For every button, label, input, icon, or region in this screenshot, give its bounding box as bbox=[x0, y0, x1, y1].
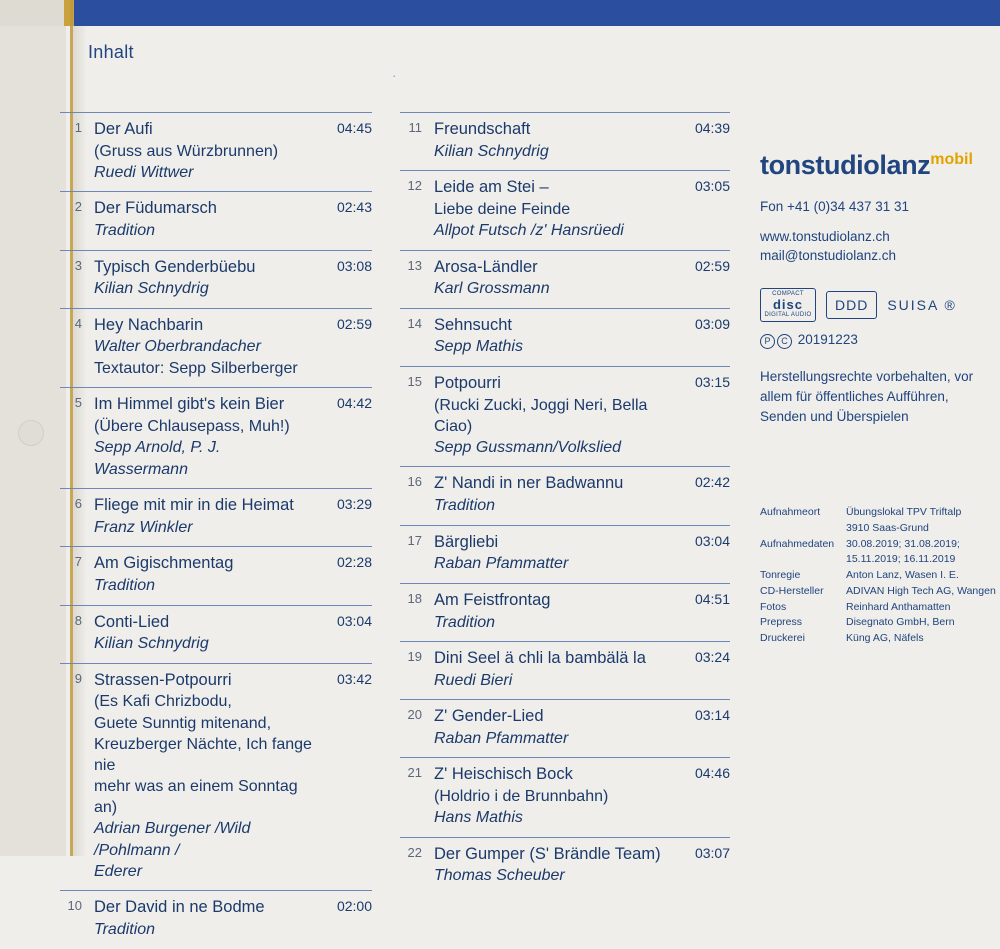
studio-email[interactable]: mail@tonstudiolanz.ch bbox=[760, 248, 897, 264]
credit-value bbox=[846, 631, 1000, 647]
track-title: Typisch Genderbüebu bbox=[94, 257, 256, 276]
suisa-badge: SUISA ® bbox=[887, 296, 957, 313]
track-body bbox=[434, 532, 730, 575]
track-number: 3 bbox=[74, 257, 82, 273]
track-composer: Karl Grossmann bbox=[434, 280, 550, 298]
track-duration: 03:04 bbox=[336, 612, 372, 629]
track-title: Potpourri bbox=[434, 373, 501, 392]
track-composer: Ruedi Wittwer bbox=[94, 163, 194, 181]
track-title: Bärgliebi bbox=[434, 532, 499, 551]
track-title: Z' Nandi in ner Badwannu bbox=[434, 474, 624, 493]
track-item bbox=[400, 525, 730, 583]
track-body bbox=[434, 648, 730, 691]
track-title: Fliege mit mir in die Heimat bbox=[94, 496, 294, 515]
track-number: 22 bbox=[407, 844, 422, 860]
track-body bbox=[434, 844, 730, 887]
track-subtitle: (Gruss aus Würzbrunnen) bbox=[94, 142, 279, 160]
track-item bbox=[60, 663, 372, 891]
track-body bbox=[94, 394, 372, 480]
track-title: Sehnsucht bbox=[434, 315, 512, 334]
track-number: 14 bbox=[407, 315, 422, 331]
copyright-year: 20191223 bbox=[797, 331, 858, 347]
track-body bbox=[94, 897, 372, 940]
track-duration: 02:00 bbox=[336, 898, 372, 915]
track-composer: Sepp Mathis bbox=[434, 338, 523, 356]
track-composer: Tradition bbox=[94, 921, 156, 939]
track-title: Dini Seel ä chli la bambälä la bbox=[434, 648, 646, 667]
studio-contact bbox=[760, 197, 992, 266]
track-duration: 02:43 bbox=[336, 199, 372, 216]
track-item bbox=[60, 112, 372, 191]
credit-value-line: 3910 Saas-Grund bbox=[846, 521, 929, 534]
credit-value bbox=[846, 537, 1000, 569]
credit-value bbox=[846, 568, 1000, 584]
track-subtitle: mehr was an einem Sonntag an) bbox=[94, 777, 298, 817]
track-number: 12 bbox=[407, 178, 422, 194]
compact-disc-icon bbox=[760, 288, 816, 322]
track-duration: 02:28 bbox=[336, 554, 372, 571]
phonogram-icon: P bbox=[760, 334, 775, 349]
track-number: 18 bbox=[407, 590, 422, 606]
track-item bbox=[60, 890, 372, 948]
track-number: 13 bbox=[407, 257, 422, 273]
credit-value-line: ADIVAN High Tech AG, Wangen bbox=[846, 584, 996, 597]
track-composer: Tradition bbox=[94, 577, 156, 595]
track-number: 6 bbox=[74, 496, 82, 512]
track-body bbox=[94, 257, 372, 300]
credit-value-line: Reinhard Anthamatten bbox=[846, 600, 951, 613]
track-item bbox=[400, 466, 730, 524]
track-title: Im Himmel gibt's kein Bier bbox=[94, 395, 285, 414]
credit-row bbox=[760, 584, 1000, 600]
track-composer: Franz Winkler bbox=[94, 518, 193, 536]
track-composer: Tradition bbox=[434, 613, 496, 631]
cd-logo-bottom-text: DIGITAL AUDIO bbox=[764, 311, 812, 318]
track-subtitle: (Rucki Zucki, Joggi Neri, Bella Ciao) bbox=[434, 396, 648, 435]
track-body bbox=[94, 315, 372, 380]
credit-value bbox=[846, 615, 1000, 631]
track-composer: Walter Oberbrandacher bbox=[94, 338, 261, 356]
track-composer: Raban Pfammatter bbox=[434, 729, 569, 747]
track-item bbox=[60, 546, 372, 604]
credit-row bbox=[760, 631, 1000, 647]
track-item bbox=[60, 488, 372, 546]
credit-value-line: Anton Lanz, Wasen I. E. bbox=[846, 569, 959, 581]
track-extra-credit: Textautor: Sepp Silberberger bbox=[94, 359, 298, 377]
track-duration: 03:15 bbox=[694, 373, 730, 390]
track-title: Leide am Stei – bbox=[434, 178, 549, 197]
track-duration: 03:24 bbox=[694, 648, 730, 665]
track-title: Arosa-Ländler bbox=[434, 257, 538, 276]
track-number: 21 bbox=[407, 765, 422, 781]
tracklist-column-left bbox=[60, 112, 372, 949]
track-body bbox=[434, 764, 730, 828]
track-item bbox=[400, 837, 730, 895]
track-item bbox=[60, 387, 372, 488]
track-number: 7 bbox=[74, 554, 82, 570]
track-number: 4 bbox=[74, 315, 82, 331]
track-duration: 04:45 bbox=[336, 120, 372, 136]
credit-label: Aufnahmedaten bbox=[760, 537, 835, 550]
track-duration: 03:05 bbox=[694, 178, 730, 195]
track-body bbox=[94, 612, 372, 655]
track-duration: 02:42 bbox=[694, 474, 730, 491]
credit-row bbox=[760, 505, 1000, 537]
track-title: Z' Gender-Lied bbox=[434, 707, 544, 726]
track-body bbox=[434, 590, 730, 633]
track-body bbox=[434, 257, 730, 300]
track-composer: Ruedi Bieri bbox=[434, 671, 513, 689]
rights-notice: Herstellungsrechte vorbehalten, vor allem für öffentliches Aufführen, Senden und Überspielen bbox=[760, 368, 974, 425]
logo-mobil-tag: mobil bbox=[930, 151, 973, 168]
track-item bbox=[400, 757, 730, 836]
track-number: 9 bbox=[74, 670, 82, 686]
track-body bbox=[94, 198, 372, 241]
track-duration: 02:59 bbox=[336, 315, 372, 332]
track-number: 5 bbox=[74, 395, 82, 411]
track-subtitle: (Übere Chlausepass, Muh!) bbox=[94, 418, 290, 436]
track-number: 15 bbox=[407, 373, 422, 389]
track-title: Z' Heischisch Bock bbox=[434, 765, 573, 784]
track-title: Der Füdumarsch bbox=[94, 199, 217, 218]
track-body bbox=[434, 706, 730, 749]
track-composer: Raban Pfammatter bbox=[434, 555, 569, 573]
credit-row bbox=[760, 568, 1000, 584]
track-composer: Kilian Schnydrig bbox=[94, 635, 209, 653]
track-duration: 03:09 bbox=[694, 315, 730, 332]
track-number: 19 bbox=[407, 648, 422, 664]
track-duration: 04:51 bbox=[694, 590, 730, 607]
track-title: Am Feistfrontag bbox=[434, 590, 551, 609]
track-number: 1 bbox=[74, 120, 82, 135]
track-composer: Adrian Burgener /Wild /Pohlmann / bbox=[94, 820, 251, 859]
tracklist-column-right bbox=[400, 112, 730, 895]
credit-value-line: Küng AG, Näfels bbox=[846, 632, 924, 644]
track-composer: Thomas Scheuber bbox=[434, 867, 565, 885]
track-composer: Allpot Futsch /z' Hansrüedi bbox=[434, 222, 624, 240]
track-item bbox=[400, 699, 730, 757]
studio-info-block bbox=[760, 150, 992, 427]
track-body bbox=[434, 119, 730, 162]
studio-phone: Fon +41 (0)34 437 31 31 bbox=[760, 199, 909, 214]
track-subtitle: Guete Sunntig mitenand, bbox=[94, 714, 272, 732]
track-duration: 03:29 bbox=[336, 496, 372, 513]
logo-wordmark: tonstudiolanz bbox=[760, 150, 931, 180]
track-item bbox=[60, 250, 372, 308]
track-duration: 04:42 bbox=[336, 395, 372, 412]
track-title: Strassen-Potpourri bbox=[94, 670, 232, 689]
track-duration: 02:59 bbox=[694, 257, 730, 274]
track-duration: 03:07 bbox=[694, 844, 730, 861]
track-title: Hey Nachbarin bbox=[94, 315, 204, 334]
credit-value bbox=[846, 505, 1000, 537]
track-number: 20 bbox=[407, 707, 422, 723]
track-title: Freundschaft bbox=[434, 120, 531, 138]
track-duration: 04:46 bbox=[694, 765, 730, 782]
track-item bbox=[60, 308, 372, 388]
credit-value-line: 30.08.2019; 31.08.2019; bbox=[846, 537, 960, 550]
track-body bbox=[94, 670, 372, 883]
track-body bbox=[434, 177, 730, 241]
credit-label: Prepress bbox=[760, 616, 803, 629]
credit-label: Druckerei bbox=[760, 632, 805, 644]
credit-value-line: 15.11.2019; 16.11.2019 bbox=[846, 553, 956, 566]
track-number: 10 bbox=[67, 898, 82, 914]
track-subtitle: Kreuzberger Nächte, Ich fange nie bbox=[94, 735, 312, 774]
track-number: 8 bbox=[74, 612, 82, 628]
track-body bbox=[434, 315, 730, 358]
track-duration: 03:42 bbox=[336, 670, 372, 687]
track-item bbox=[400, 641, 730, 699]
track-number: 11 bbox=[408, 120, 422, 135]
track-body bbox=[94, 495, 372, 538]
credit-value-line: Übungslokal TPV Triftalp bbox=[846, 506, 962, 518]
track-duration: 03:14 bbox=[694, 707, 730, 724]
page-title: Inhalt bbox=[88, 42, 134, 62]
credit-row bbox=[760, 600, 1000, 616]
track-subtitle: (Es Kafi Chrizbodu, bbox=[94, 693, 232, 711]
track-number: 16 bbox=[407, 474, 422, 490]
track-item bbox=[400, 250, 730, 308]
tonstudiolanz-logo bbox=[760, 150, 992, 181]
credit-row bbox=[760, 615, 1000, 631]
track-composer: Tradition bbox=[94, 222, 156, 240]
track-body bbox=[434, 473, 730, 516]
track-composer: Kilian Schnydrig bbox=[94, 280, 209, 298]
copyright-icon: C bbox=[777, 334, 792, 349]
track-item bbox=[60, 605, 372, 663]
track-composer: Sepp Arnold, P. J. Wassermann bbox=[94, 439, 221, 478]
track-item bbox=[400, 583, 730, 641]
track-item bbox=[60, 191, 372, 249]
credit-value bbox=[846, 584, 1000, 600]
track-number: 17 bbox=[407, 532, 422, 548]
track-duration: 03:08 bbox=[336, 257, 372, 274]
credit-label: Fotos bbox=[760, 600, 787, 613]
copyright-line bbox=[760, 332, 992, 349]
track-composer: Ederer bbox=[94, 863, 143, 881]
track-title: Conti-Lied bbox=[94, 612, 170, 631]
track-composer: Kilian Schnydrig bbox=[434, 142, 549, 160]
track-body bbox=[434, 373, 730, 458]
track-subtitle: (Holdrio i de Brunnbahn) bbox=[434, 788, 609, 806]
track-title: Am Gigischmentag bbox=[94, 554, 234, 573]
cd-logo-main-text: disc bbox=[772, 296, 803, 312]
credit-label: Tonregie bbox=[760, 569, 801, 581]
studio-website[interactable]: www.tonstudiolanz.ch bbox=[760, 228, 890, 244]
credit-value-line: Disegnato GmbH, Bern bbox=[846, 616, 955, 629]
track-item bbox=[400, 308, 730, 366]
track-duration: 03:04 bbox=[694, 532, 730, 549]
ddd-badge: DDD bbox=[826, 291, 877, 319]
track-item bbox=[400, 112, 730, 170]
track-body bbox=[94, 119, 372, 183]
track-title: Der Aufi bbox=[94, 120, 153, 138]
track-number: 2 bbox=[74, 199, 82, 215]
production-credits bbox=[760, 505, 1000, 647]
print-tick-mark: · bbox=[392, 68, 397, 83]
credit-value bbox=[846, 600, 1000, 616]
credit-row bbox=[760, 537, 1000, 569]
track-item bbox=[400, 366, 730, 466]
track-subtitle: Liebe deine Feinde bbox=[434, 200, 571, 218]
track-composer: Sepp Gussmann/Volkslied bbox=[434, 438, 622, 456]
track-item bbox=[400, 170, 730, 249]
track-composer: Tradition bbox=[434, 497, 496, 515]
track-title: Der Gumper (S' Brändle Team) bbox=[434, 844, 661, 863]
track-title: Der David in ne Bodme bbox=[94, 898, 265, 917]
format-badges bbox=[760, 288, 992, 322]
track-duration: 04:39 bbox=[694, 120, 730, 136]
track-body bbox=[94, 553, 372, 596]
cd-logo-top-text: COMPACT bbox=[772, 290, 804, 297]
track-composer: Hans Mathis bbox=[434, 809, 523, 827]
credit-label: Aufnahmeort bbox=[760, 506, 821, 518]
credit-label: CD-Hersteller bbox=[760, 584, 824, 597]
